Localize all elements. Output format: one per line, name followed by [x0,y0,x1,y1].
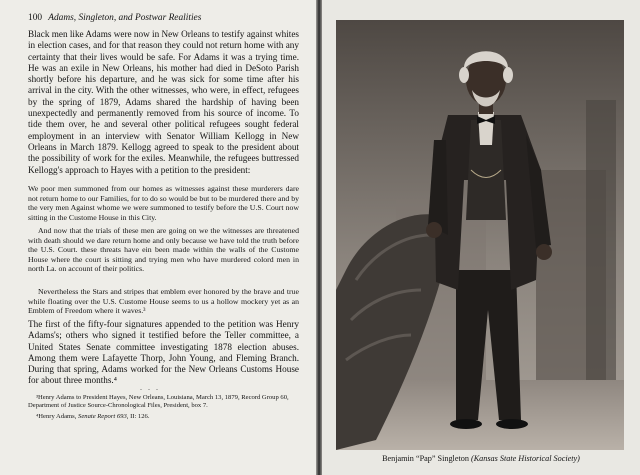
caption-name: Benjamin “Pap” Singleton [382,454,469,463]
quote-paragraph-1: We poor men summoned from our homes as witnesses against these murderers dare not return home to our Families, for to do so would be but to be murdered there and by the very men Against whome we were summoned to testify before the U.S. Court now sitting in the Custome House in this City. [28,184,299,222]
quote-paragraph-2: And now that the trials of these men are going on we the witnesses are threatened with death should we dare return home and only because we have told the truth before the U.S. Court. these threats have ein been made within the walls of the Custome House where the court is sitting and trying men who have murdered colord men in north La. on account of their politics. [28,226,299,274]
footnotes [28,394,299,423]
footnote-3: ³Henry Adams to President Hayes, New Orleans, Louisiana, March 13, 1879, Record Group 60, Department of Justice Source-Chronological Files, President, box 7. [28,394,289,410]
quote-paragraph-3: Nevertheless the Stars and stripes that emblem ever honored by the brave and true while floating over the U.S. Custome House seems to us a hollow mockery yet as an Emblem of Freedom where it waves.³ [28,287,299,316]
closing-paragraph: The first of the fifty-four signatures appended to the petition was Henry Adams's; others who signed it testified before the Teller committee, a United States Senate committee investigating 1878 election abuses. Among them were Lafayette Thorp, John Young, and Fleming Branch. During that spring, Adams worked for the New Orleans Customs House for about three months.⁴ [28,319,299,386]
section-separator: . . . [140,383,160,392]
body-paragraph: Black men like Adams were now in New Orleans to testify against whites in election cases, and for that reason they could not return home with any certainty that their lives would be safe. For Adams it was a trying time. He was an exile in New Orleans, his mother had died in DeSoto Parish shortly before his departure, and he was sick for some time after his arrival in the city. With the other witnesses, who were, in effect, refugees by the spring of 1879, Adams shared the hardship of having been unexpectedly and permanently removed from his source of income. To tide them over, he and several other political refugees sought federal employment in an interview with Senator William Kellogg in New Orleans in March 1879. Kellogg agreed to speak to the president about the possibility of work for the exiles. Meanwhile, the refugees buttressed Kellogg's approach to Hayes with a petition to the president: [28,29,299,175]
left-page [0,0,316,475]
running-title: Adams, Singleton, and Postwar Realities [48,13,202,23]
caption-credit: (Kansas State Historical Society) [470,454,580,463]
running-head [28,13,298,23]
footnote-4 [28,413,299,421]
portrait-photo [336,20,624,450]
footnote-4-prefix: ⁴Henry Adams, [36,412,79,420]
portrait-illustration [336,20,624,450]
right-page [322,0,640,475]
page-number: 100 [28,13,43,23]
photo-caption [322,454,640,463]
footnote-4-suffix: , II: 126. [126,412,150,420]
footnote-4-title: Senate Report 693 [78,412,127,420]
